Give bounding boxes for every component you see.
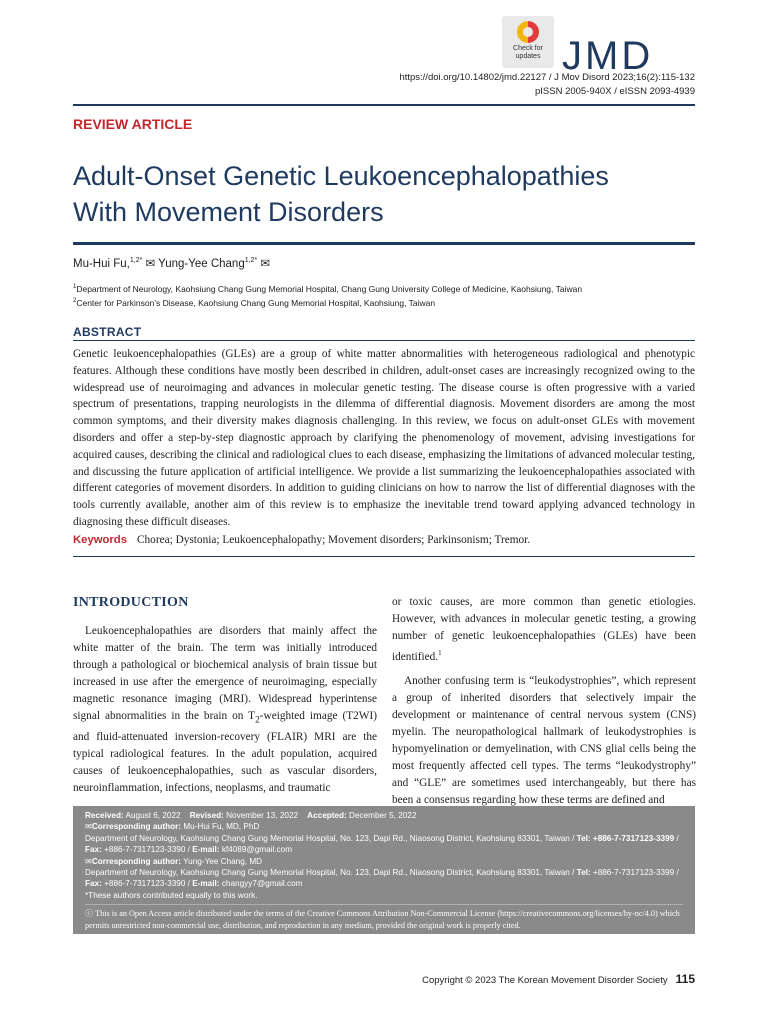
page-number: 115 bbox=[675, 972, 695, 986]
header-rule bbox=[73, 104, 695, 106]
doi-line[interactable]: https://doi.org/10.14802/jmd.22127 / J Mov Disord 2023;16(2):115-132 bbox=[399, 72, 695, 83]
article-type: REVIEW ARTICLE bbox=[73, 116, 193, 132]
corresponding-author-2: ✉Corresponding author: Yung-Yee Chang, MD bbox=[85, 856, 263, 866]
equal-contribution-note: *These authors contributed equally to this work. bbox=[85, 890, 258, 900]
author-list bbox=[73, 256, 270, 270]
check-for-updates-badge[interactable] bbox=[502, 16, 554, 68]
title-rule bbox=[73, 242, 695, 245]
journal-logo: JMD bbox=[562, 34, 654, 78]
reference-link[interactable]: 1 bbox=[438, 649, 442, 657]
email-link[interactable]: kf4089@gmail.com bbox=[221, 845, 293, 855]
body-column-right bbox=[392, 594, 696, 809]
title-line-1: Adult-Onset Genetic Leukoencephalopathies bbox=[73, 161, 609, 191]
citation-header bbox=[399, 71, 695, 99]
author-sup: 1,2* bbox=[129, 257, 143, 265]
affiliation-item: $^2$Center for Parkinson’s Disease, Kaohsiung Chang Gung Memorial Hospital, Kaohsiung, Taiwan bbox=[73, 298, 436, 309]
crossmark-icon bbox=[517, 21, 539, 43]
abstract-heading: ABSTRACT bbox=[73, 325, 142, 339]
keywords-label: Keywords bbox=[73, 534, 127, 546]
corresponding-author-2-contact: Department of Neurology, Kaohsiung Chang Gung Memorial Hospital, No. 123, Dapi Rd., Niaosong District, Kaohsiung 83301, Taiwan / Tel: +886-7-7317123-3399 / Fax: +886-7-7317123-3390 / E-mail: changyy7@gmail.com bbox=[85, 868, 679, 889]
affiliation-item: $^1$Department of Neurology, Kaohsiung Chang Gung Memorial Hospital, Chang Gung University College of Medicine, Kaohsiung, Taiwan bbox=[73, 283, 583, 294]
copyright-text: Copyright © 2023 The Korean Movement Disorder Society bbox=[422, 975, 668, 986]
body-column-left bbox=[73, 594, 377, 797]
author-name[interactable]: Yung-Yee Chang bbox=[158, 258, 245, 270]
keywords bbox=[73, 534, 695, 546]
keywords-rule bbox=[73, 556, 695, 557]
badge-text: Check for updates bbox=[513, 45, 543, 60]
email-link[interactable]: changyy7@gmail.com bbox=[221, 879, 303, 889]
article-title bbox=[73, 158, 695, 230]
license-text: ⓒ This is an Open Access article distributed under the terms of the Creative Commons Attribution Non-Commercial License (https://creativecommons.org/licenses/by-nc/4.0) which permits unrestricted non-commercial use, distribution, and reproduction in any medium, provided the original work is properly cited. bbox=[85, 904, 683, 931]
corresponding-author-1-contact: Department of Neurology, Kaohsiung Chang Gung Memorial Hospital, No. 123, Dapi Rd., Niaosong District, Kaohsiung 83301, Taiwan / Tel: +886-7-7317123-3399 / Fax: +886-7-7317123-3390 / E-mail: kf4089@gmail.com bbox=[85, 833, 679, 855]
author-sup: 1,2* bbox=[244, 257, 258, 265]
email-icon: ✉ bbox=[142, 258, 159, 270]
body-paragraph: or toxic causes, are more common than genetic etiologies. However, with advances in molecular genetic testing, a growing number of genetic leukoencephalopathies (GLEs) have been identified.$^1$ bbox=[392, 596, 696, 663]
email-icon: ✉ bbox=[257, 258, 271, 270]
section-heading-introduction: INTRODUCTION bbox=[73, 595, 189, 610]
abstract-rule bbox=[73, 340, 695, 341]
title-line-2: With Movement Disorders bbox=[73, 197, 384, 227]
keywords-text: Chorea; Dystonia; Leukoencephalopathy; Movement disorders; Parkinsonism; Tremor. bbox=[137, 534, 531, 546]
author-name[interactable]: Mu-Hui Fu, bbox=[73, 258, 130, 270]
body-paragraph: Another confusing term is “leukodystrophies”, which represent a group of inherited disorders that selectively impair the development or maintenance of central nervous system (CNS) myelin. The neuropathological hallmark of leukodystrophies is hypomyelination or demyelination, with CNS glial cells being the most frequently affected cell types. The terms “leukodystrophy” and “GLE” are sometimes used interchangeably, but there has been a consensus regarding how these terms are defined and bbox=[392, 674, 696, 806]
abstract-text: Genetic leukoencephalopathies (GLEs) are a group of white matter abnormalities with heterogeneous radiological and phenotypic features. Although these conditions have mostly been described in children, adult-onset cases are increasingly recognized owing to the widespread use of neuroimaging and advances in molecular genetic testing. The disease course is often progressive with a varied spectrum of presentations, trapping neurologists in the dilemma of differential diagnosis. Movement disorders are among the most common symptoms, and their diversity makes diagnosis challenging. In this review, we focus on adult-onset GLEs with movement disorders and offer a step-by-step diagnostic approach by clarifying the phenomenology of movement, advising investigations for acquired causes, describing the clinical and radiological clues to each disease, emphasizing the limitations of advanced molecular testing, and discussing the future application of artificial intelligence. We provide a list summarizing the leukoencephalopathies associated with different categories of movement disorders. In addition to guiding clinicians on how to narrow the list of differential diagnoses with the tools currently available, another aim of this review is to emphasize the inevitable trend toward applying advanced technology in diagnosing these difficult diseases. bbox=[73, 348, 695, 528]
affiliations bbox=[73, 281, 582, 310]
open-access-icon: ⓒ bbox=[85, 909, 96, 919]
mail-icon: ✉ bbox=[85, 856, 92, 866]
page-footer bbox=[422, 972, 695, 986]
dates-line: Received: August 6, 2022 Revised: November 13, 2022 Accepted: December 5, 2022 bbox=[85, 811, 417, 820]
article-info-box bbox=[73, 806, 695, 934]
mail-icon: ✉ bbox=[85, 822, 92, 832]
body-paragraph: Leukoencephalopathies are disorders that mainly affect the white matter of the brain. The term was initially introduced through a pathological or biochemical analysis of brain tissue but increased in use after the emergence of neuroimaging, especially magnetic resonance imaging (MRI). Widespread hyperintense signal abnormalities in the brain on $T_2$-weighted image (T2WI) and fluid-attenuated inversion-recovery (FLAIR) MRI are the typical radiological features. In the adult population, acquired causes of leukoencephalopathies, such as vascular disorders, neuroinflammation, infections, neoplasms, and traumatic bbox=[73, 625, 377, 795]
corresponding-author-1: ✉Corresponding author: Mu-Hui Fu, MD, PhD bbox=[85, 822, 260, 832]
issn-line: pISSN 2005-940X / eISSN 2093-4939 bbox=[534, 86, 695, 97]
